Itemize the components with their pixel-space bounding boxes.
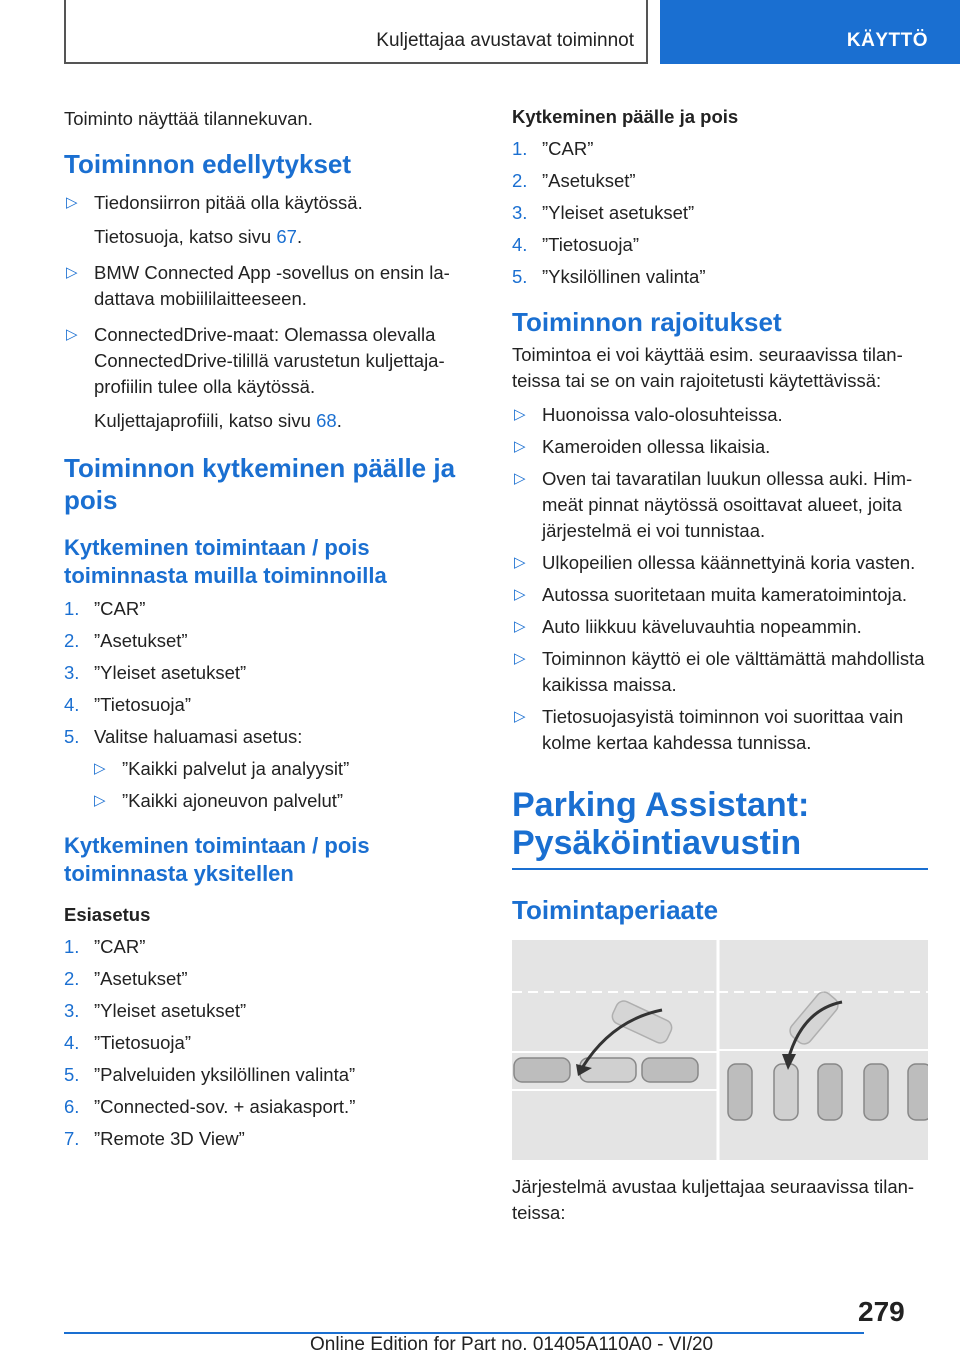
list-item	[512, 646, 928, 698]
limit-text: Autossa suoritetaan muita kameratoimintoja.	[542, 584, 908, 605]
limits-intro: Toimintoa ei voi käyttää esim. seuraavissa tilanteissa tai se on vain rajoitetusti käytettävissä:	[512, 344, 903, 391]
limit-text: Auto liikkuu käveluvauhtia nopeammin.	[542, 616, 862, 637]
list-item	[92, 788, 468, 814]
list-item	[64, 966, 468, 992]
ref-text: Tietosuoja, katso sivu	[94, 226, 272, 247]
step-text: ”Asetukset”	[542, 170, 636, 191]
header-section-box	[64, 0, 648, 64]
triangle-bullet-icon: ▷	[514, 406, 526, 423]
list-item	[64, 934, 468, 960]
step-number: 6.	[64, 1096, 80, 1117]
limit-text: Huonoissa valo-olosuhteissa.	[542, 404, 783, 425]
list-item	[512, 434, 928, 460]
triangle-bullet-icon: ▷	[514, 438, 526, 455]
triangle-bullet-icon: ▷	[514, 554, 526, 571]
intro-text: Toiminto näyttää tilannekuvan.	[64, 108, 313, 129]
step-number: 3.	[64, 1000, 80, 1021]
step-number: 4.	[64, 694, 80, 715]
principle-heading: Toimintaperiaate	[512, 895, 719, 925]
onoff-steps	[512, 136, 928, 290]
step-text: ”Asetukset”	[94, 968, 188, 989]
list-item	[512, 264, 928, 290]
triangle-bullet-icon: ▷	[94, 760, 106, 777]
step-number: 3.	[512, 202, 528, 223]
step-text: ”Yksilöllinen valinta”	[542, 266, 706, 287]
sub2-heading: Kytkeminen toimintaan / pois toiminnasta yksitellen	[64, 833, 370, 886]
header-tab-label: KÄYTTÖ	[846, 30, 928, 51]
list-item	[512, 550, 928, 576]
big-heading: Parking Assistant: Pysäköintiavustin	[512, 786, 810, 862]
step-text: Valitse haluamasi asetus:	[94, 726, 303, 747]
limit-text: Tietosuojasyistä toiminnon voi suorittaa vain kolme kertaa kahdessa tunnissa.	[542, 706, 904, 753]
list-item	[64, 998, 468, 1024]
step-number: 1.	[512, 138, 528, 159]
list-item	[64, 596, 468, 622]
step-number: 1.	[64, 598, 80, 619]
triangle-bullet-icon: ▷	[514, 708, 526, 725]
step-number: 2.	[64, 968, 80, 989]
list-item	[64, 190, 468, 216]
list-item	[512, 704, 928, 756]
step-text: ”Yleiset asetukset”	[542, 202, 695, 223]
step-text: ”Tietosuoja”	[94, 1032, 191, 1053]
left-column	[64, 100, 468, 1152]
ref-text: Kuljettajaprofiili, katso sivu	[94, 410, 311, 431]
onoff-label: Kytkeminen päälle ja pois	[512, 106, 739, 127]
step-number: 2.	[64, 630, 80, 651]
step-text: ”Tietosuoja”	[542, 234, 639, 255]
requirement-3: ConnectedDrive-maat: Olemassa olevalla ConnectedDrive-tilillä varustetun kuljettajaprofiilin tulee olla käytössä.	[94, 324, 445, 397]
preset-label: Esiasetus	[64, 904, 151, 925]
triangle-bullet-icon: ▷	[514, 618, 526, 635]
limits-heading: Toiminnon rajoitukset	[512, 307, 782, 337]
step-number: 2.	[512, 170, 528, 191]
triangle-bullet-icon: ▷	[514, 470, 526, 487]
right-column	[512, 100, 928, 1226]
list-item	[64, 260, 468, 312]
after-figure-text: Järjestelmä avustaa kuljettajaa seuraavissa tilanteissa:	[512, 1176, 915, 1223]
list-item	[64, 1030, 468, 1056]
step-text: ”Yleiset asetukset”	[94, 662, 247, 683]
triangle-bullet-icon: ▷	[514, 650, 526, 667]
page-link-67[interactable]: 67	[276, 226, 297, 247]
limit-text: Toiminnon käyttö ei ole välttämättä mahdollista kaikissa maissa.	[542, 648, 925, 695]
list-item	[64, 322, 468, 400]
requirements-heading: Toiminnon edellytykset	[64, 149, 352, 179]
list-item	[512, 232, 928, 258]
option-text: ”Kaikki palvelut ja analyysit”	[122, 758, 350, 779]
sub2-steps	[64, 934, 468, 1152]
triangle-bullet-icon: ▷	[66, 326, 78, 343]
parking-illustration	[512, 940, 928, 1160]
list-item	[64, 1126, 468, 1152]
parking-illustration-svg	[512, 940, 928, 1160]
step-number: 4.	[64, 1032, 80, 1053]
step-text: ”Tietosuoja”	[94, 694, 191, 715]
list-item	[512, 168, 928, 194]
list-item	[64, 628, 468, 654]
step-number: 4.	[512, 234, 528, 255]
step-number: 5.	[64, 1064, 80, 1085]
list-item	[512, 466, 928, 544]
list-item	[64, 1062, 468, 1088]
limit-text: Kameroiden ollessa likaisia.	[542, 436, 771, 457]
list-item	[512, 136, 928, 162]
list-item	[64, 660, 468, 686]
list-item	[512, 582, 928, 608]
step-number: 5.	[64, 726, 80, 747]
limits-list	[512, 402, 928, 756]
step-text: ”Remote 3D View”	[94, 1128, 245, 1149]
list-item	[512, 614, 928, 640]
requirement-1: Tiedonsiirron pitää olla käytössä.	[94, 192, 363, 213]
list-item	[512, 200, 928, 226]
triangle-bullet-icon: ▷	[66, 264, 78, 281]
step-text: ”Palveluiden yksilöllinen valinta”	[94, 1064, 356, 1085]
header-tab	[660, 0, 960, 64]
page-link-68[interactable]: 68	[316, 410, 337, 431]
requirement-1-ref: Tietosuoja, katso sivu 67.	[94, 226, 303, 247]
step-number: 7.	[64, 1128, 80, 1149]
sub1-steps	[64, 596, 468, 814]
big-heading-block	[512, 786, 928, 870]
requirement-2: BMW Connected App -sovellus on ensin ladattava mobiililaitteeseen.	[94, 262, 450, 309]
onoff-heading: Toiminnon kytkeminen päälle ja pois	[64, 453, 456, 515]
page-number: 279	[858, 1296, 905, 1327]
list-item	[64, 724, 468, 750]
step-number: 1.	[64, 936, 80, 957]
requirement-3-ref: Kuljettajaprofiili, katso sivu 68.	[94, 410, 342, 431]
step-text: ”CAR”	[94, 936, 146, 957]
step-text: ”CAR”	[542, 138, 594, 159]
step-text: ”Connected-sov. + asiakasport.”	[94, 1096, 356, 1117]
list-item	[64, 692, 468, 718]
step-text: ”Asetukset”	[94, 630, 188, 651]
sub1-heading: Kytkeminen toimintaan / pois toiminnasta muilla toiminnoilla	[64, 535, 387, 588]
step-number: 3.	[64, 662, 80, 683]
step-text: ”CAR”	[94, 598, 146, 619]
step-text: ”Yleiset asetukset”	[94, 1000, 247, 1021]
triangle-bullet-icon: ▷	[66, 194, 78, 211]
limit-text: Oven tai tavaratilan luukun ollessa auki. Himmeät pinnat näytössä osoittavat alueet, joita järjestelmä ei voi tunnistaa.	[542, 468, 913, 541]
list-item	[92, 756, 468, 782]
list-item	[64, 1094, 468, 1120]
triangle-bullet-icon: ▷	[514, 586, 526, 603]
option-text: ”Kaikki ajoneuvon palvelut”	[122, 790, 344, 811]
header-section-title: Kuljettajaa avustavat toiminnot	[376, 30, 634, 51]
limit-text: Ulkopeilien ollessa käännettyinä koria vasten.	[542, 552, 916, 573]
triangle-bullet-icon: ▷	[94, 792, 106, 809]
step-number: 5.	[512, 266, 528, 287]
list-item	[512, 402, 928, 428]
footer-edition: Online Edition for Part no. 01405A110A0 - VI/20	[310, 1334, 714, 1355]
